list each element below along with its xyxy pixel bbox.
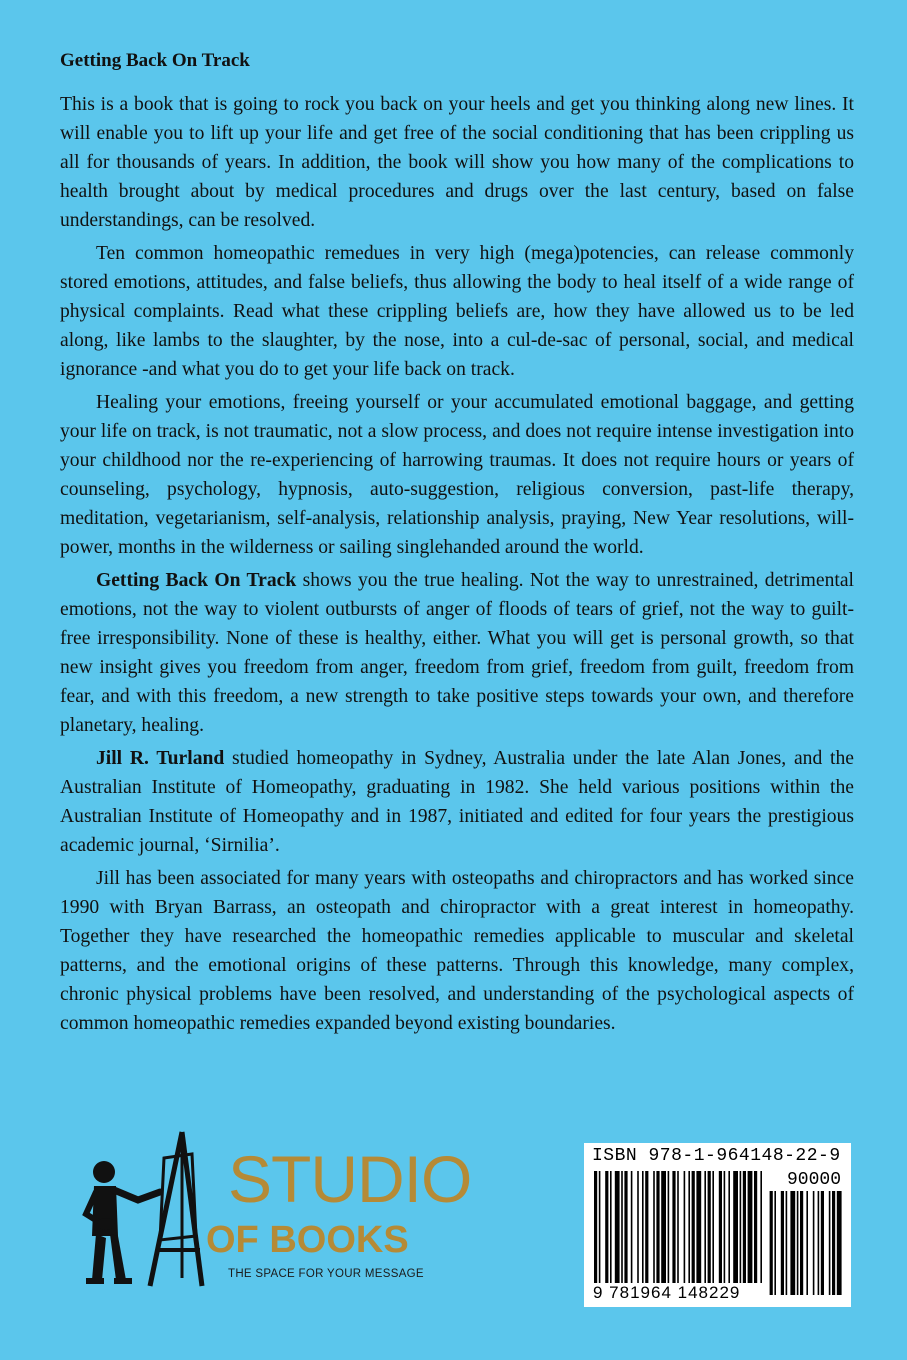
barcode-bars (592, 1171, 844, 1295)
paragraph-3: Healing your emotions, freeing yourself or your accumulated emotional baggage, and getting your life on track, is not traumatic, not a slow process, and does not require intense investigation into your childhood nor the re-experiencing of harrowing traumas. It does not require hours or years of counseling, psychology, hypnosis, auto-suggestion, religious conversion, past-life therapy, meditation, vegetarianism, self-analysis, relationship analysis, praying, New Year resolutions, will-power, months in the wilderness or sailing singlehanded around the world. (60, 392, 854, 558)
barcode-bar (692, 1171, 695, 1283)
logo-tagline: THE SPACE FOR YOUR MESSAGE (228, 1268, 424, 1280)
author-bio-text: studied homeopathy in Sydney, Australia under the late Alan Jones, and the Australian Institute of Homeopathy, graduating in 1982. She held various positions within the Australian Institute of Homeopathy and in 1987, initiated and edited for four years the prestigious academic journal, ‘Sirnilia’. (60, 748, 854, 856)
studio-of-books-logo (82, 1128, 472, 1288)
author-bio-paragraph (60, 744, 854, 860)
barcode-bar (645, 1171, 648, 1283)
barcode-bar (754, 1171, 757, 1283)
barcode-bar (770, 1191, 773, 1295)
barcode-bar (733, 1171, 738, 1283)
barcode-bar (837, 1191, 842, 1295)
barcode-bar (740, 1171, 742, 1283)
isbn-number: ISBN 978-1-964148-22-9 (592, 1146, 841, 1166)
paragraph-2: Ten common homeopathic remedues in very high (mega)potencies, can release commonly stored emotions, attitudes, and false beliefs, thus allowing the body to heal itself of a wide range of physical complaints. Read what these crippling beliefs are, how they have allowed us to be led along, like lambs to the slaughter, by the nose, into a cul-de-sac of personal, social, and medical ignorance -and what you do to get your life back on track. (60, 243, 854, 380)
barcode-bar (774, 1191, 776, 1295)
barcode-bar (672, 1171, 675, 1283)
barcode-bar (786, 1191, 788, 1295)
back-cover-text (60, 50, 854, 1038)
barcode-bar (821, 1191, 824, 1295)
barcode-price-code: 90000 (786, 1170, 841, 1190)
barcode-bar (621, 1171, 623, 1283)
book-title-heading: Getting Back On Track (60, 50, 250, 71)
barcode-bar (653, 1171, 655, 1283)
author-name: Jill R. Turland (96, 748, 225, 769)
painter-at-easel-icon (82, 1128, 207, 1288)
barcode-bar (728, 1171, 730, 1283)
barcode-bar (829, 1191, 831, 1295)
barcode-bar (594, 1171, 597, 1283)
barcode-bar (684, 1171, 686, 1283)
barcode-bar (656, 1171, 659, 1283)
barcode-bar (677, 1171, 679, 1283)
barcode-bar (708, 1171, 711, 1283)
barcode-bar (832, 1191, 835, 1295)
barcode-bar (615, 1171, 620, 1283)
barcode-bar (599, 1171, 601, 1283)
barcode-bar (797, 1191, 799, 1295)
barcode-bar (800, 1191, 803, 1295)
barcode-bar (605, 1171, 608, 1283)
barcode-bar (661, 1171, 666, 1283)
barcode-bar (719, 1171, 722, 1283)
barcode-bar (631, 1171, 633, 1283)
barcode-bar (624, 1171, 627, 1283)
barcode-bar (806, 1191, 808, 1295)
logo-studio-text: STUDIO (228, 1142, 472, 1216)
barcode-bar (704, 1171, 706, 1283)
paragraph-6: Jill has been associated for many years with osteopaths and chiropractors and has worked since 1990 with Bryan Barrass, an osteopath and chiropractor with a great interest in homeopathy. Together they have researched the homeopathic remedies applicable to muscular and skeletal patterns, and the emotional origins of these patterns. Through this knowledge, many complex, chronic physical problems have been resolved, and understanding of the psychological aspects of common homeopathic remedies expanded beyond existing boundaries. (60, 868, 854, 1034)
barcode-bar (781, 1191, 784, 1295)
barcode-bar (790, 1191, 795, 1295)
barcode-bar (712, 1171, 714, 1283)
barcode-bar (818, 1191, 820, 1295)
barcode-bar (688, 1171, 690, 1283)
barcode-bar (813, 1191, 815, 1295)
barcode-digits: 9 781964 148229 (593, 1283, 741, 1302)
barcode-bar (696, 1171, 701, 1283)
barcode-bar (743, 1171, 746, 1283)
paragraph-4-text: shows you the true healing. Not the way to unrestrained, detrimental emotions, not the way to violent outbursts of anger of floods of tears of grief, not the way to guilt-free irresponsibility. None of these is healthy, either. What you will get is personal growth, so that new insight gives you freedom from anger, freedom from grief, freedom from guilt, freedom from fear, and with this freedom, a new strength to take positive steps towards your own, and therefore planetary, healing. (60, 570, 854, 736)
barcode-bar (760, 1171, 762, 1283)
paragraph-4 (60, 566, 854, 740)
paragraph-4-title: Getting Back On Track (96, 570, 297, 591)
barcode-bar (748, 1171, 753, 1283)
logo-of-books-text: OF BOOKS (206, 1219, 409, 1261)
paragraph-1: This is a book that is going to rock you back on your heels and get you thinking along new lines. It will enable you to lift up your life and get free of the social conditioning that has been crippling us all for thousands of years. In addition, the book will show you how many of the complications to health brought about by medical procedures and drugs over the last century, based on false understandings, can be resolved. (60, 94, 854, 231)
barcode-bar (637, 1171, 639, 1283)
isbn-barcode (584, 1143, 851, 1307)
barcode-bar (668, 1171, 670, 1283)
barcode-bar (724, 1171, 726, 1283)
barcode-bar (610, 1171, 612, 1283)
barcode-bar (642, 1171, 644, 1283)
